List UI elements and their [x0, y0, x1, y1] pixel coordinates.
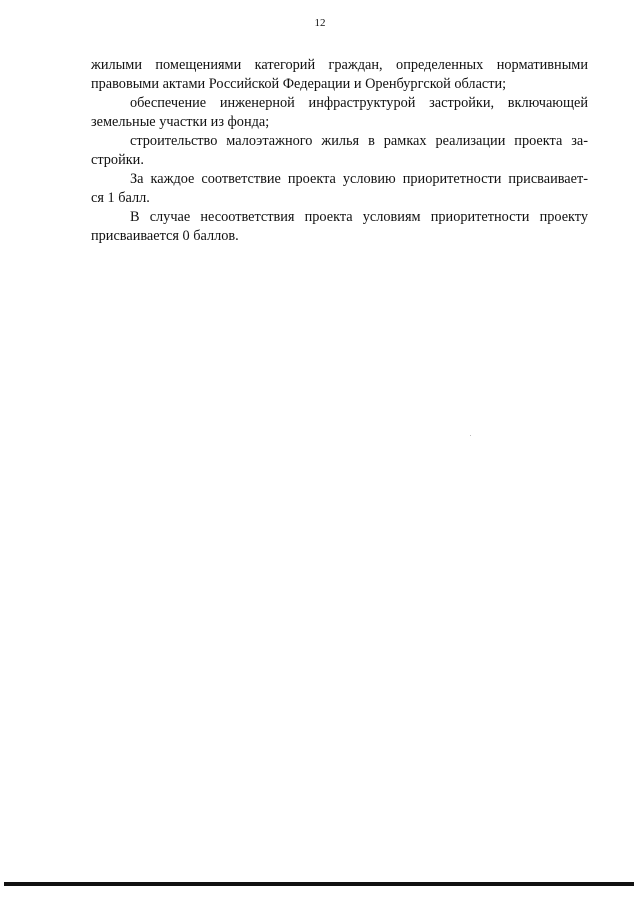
text-line: стройки. — [91, 152, 144, 168]
text-line: присваивается 0 баллов. — [91, 228, 239, 244]
text-line: ся 1 балл. — [91, 190, 150, 206]
paragraph-score-zero — [91, 208, 588, 246]
scan-speck — [470, 435, 471, 436]
text-line: жилыми помещениями категорий граждан, определенных нормативными — [91, 57, 588, 73]
text-line: земельные участки из фонда; — [91, 114, 270, 130]
paragraph-infrastructure — [91, 94, 588, 132]
text-line: строительство малоэтажного жилья в рамках реализации проекта за- — [130, 133, 588, 149]
text-line: обеспечение инженерной инфраструктурой застройки, включающей — [130, 95, 588, 111]
page-number: 12 — [314, 17, 326, 29]
bottom-border-line — [4, 882, 634, 886]
paragraph-score-one — [91, 170, 588, 208]
text-line: правовыми актами Российской Федерации и Оренбургской области; — [91, 76, 507, 92]
text-line: За каждое соответствие проекта условию приоритетности присваивает- — [130, 171, 588, 187]
document-body — [91, 56, 588, 246]
paragraph-low-rise-housing — [91, 132, 588, 170]
paragraph-continuation — [91, 56, 588, 94]
text-line: В случае несоответствия проекта условиям приоритетности проекту — [130, 209, 588, 225]
